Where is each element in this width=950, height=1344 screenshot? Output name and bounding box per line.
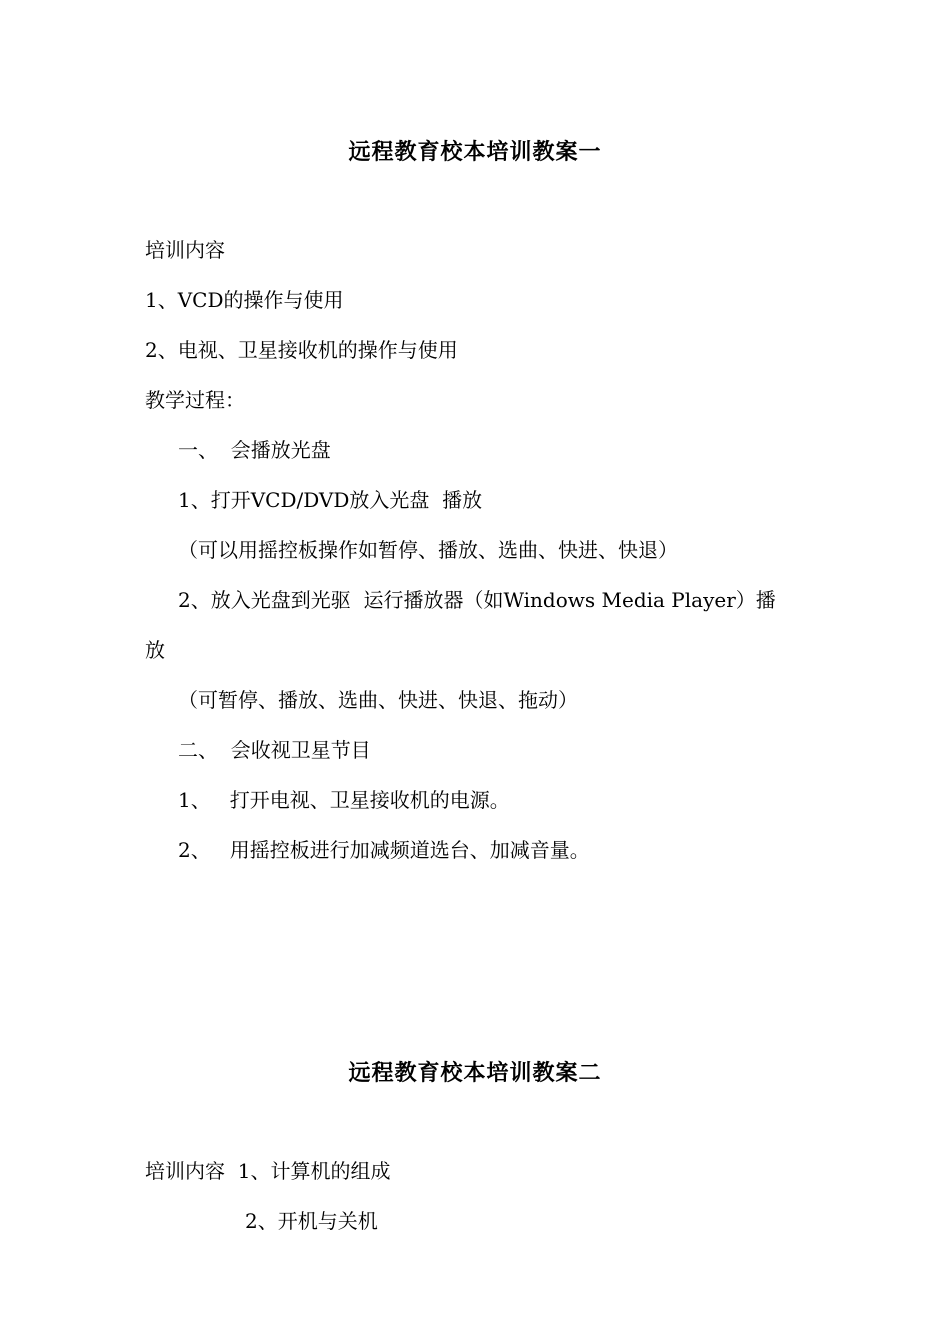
content-item-1: 1、VCD的操作与使用 [145,288,344,312]
lesson-plan-2-title: 远程教育校本培训教案二 [348,1060,602,1086]
lesson-plan-1-title: 远程教育校本培训教案一 [348,139,602,165]
part-2-step-2: 2、 用摇控板进行加减频道选台、加减音量。 [178,838,590,862]
part-2-heading: 二、 会收视卫星节目 [178,738,371,762]
part-1-step-1-note: （可以用摇控板操作如暂停、播放、选曲、快进、快退） [178,538,678,562]
content-item-2-power: 2、开机与关机 [245,1209,378,1233]
part-1-step-1: 1、打开VCD/DVD放入光盘 播放 [178,488,483,512]
part-1-step-2-note: （可暂停、播放、选曲、快进、快退、拖动） [178,688,578,712]
teaching-process-label: 教学过程： [145,388,245,412]
training-content-line: 培训内容 1、计算机的组成 [145,1159,391,1183]
part-1-heading: 一、 会播放光盘 [178,438,331,462]
content-item-2: 2、电视、卫星接收机的操作与使用 [145,338,458,362]
part-1-step-2-wrap: 放 [145,638,165,662]
part-1-step-2: 2、放入光盘到光驱 运行播放器（如Windows Media Player）播 [178,588,776,612]
training-content-label: 培训内容 [145,238,225,262]
part-2-step-1: 1、 打开电视、卫星接收机的电源。 [178,788,510,812]
